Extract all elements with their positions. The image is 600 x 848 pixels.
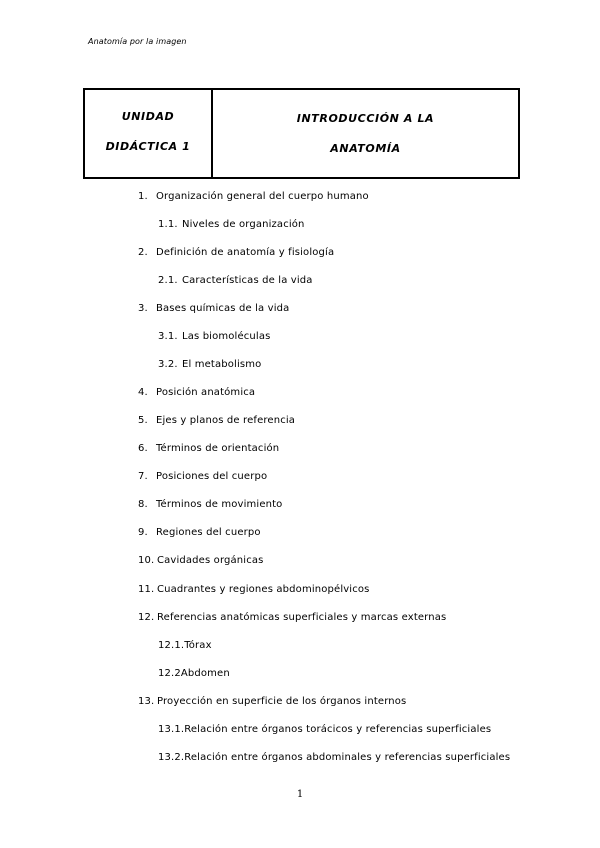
toc-item-number: 12.1. (158, 640, 185, 651)
toc-item-number: 10. (138, 555, 155, 566)
toc-item-text: Términos de orientación (156, 443, 280, 454)
toc-item-number: 1. (138, 191, 148, 202)
toc-item-number: 11. (138, 584, 155, 595)
toc-subitem (158, 640, 212, 651)
toc-subitem (158, 275, 313, 286)
toc-item-text: El metabolismo (182, 359, 262, 370)
running-header: Anatomía por la imagen (88, 37, 187, 46)
toc-item-text: Posición anatómica (156, 387, 256, 398)
toc-item-text: Las biomoléculas (182, 331, 271, 342)
toc-item-text: Ejes y planos de referencia (156, 415, 296, 426)
toc-item (138, 471, 267, 482)
toc-subitem (158, 668, 230, 679)
toc-item-text: Cuadrantes y regiones abdominopélvicos (157, 584, 370, 595)
toc-item (138, 191, 369, 202)
toc-item (138, 696, 406, 707)
unit-title-line2: ANATOMÍA (330, 142, 401, 155)
unit-title-line1: INTRODUCCIÓN A LA (296, 112, 435, 125)
toc-item-number: 2.1. (158, 275, 178, 286)
toc-item-text: Términos de movimiento (156, 499, 283, 510)
toc-item-number: 2. (138, 247, 148, 258)
toc-item-text: Definición de anatomía y fisiología (156, 247, 335, 258)
toc-item-text: Cavidades orgánicas (157, 555, 264, 566)
toc-item-number: 13. (138, 696, 155, 707)
toc-subitem (158, 219, 305, 230)
toc-item (138, 415, 295, 426)
toc-item-text: Organización general del cuerpo humano (156, 191, 369, 202)
toc-item-number: 13.2. (158, 752, 185, 763)
toc-item-number: 8. (138, 499, 148, 510)
toc-item-text: Bases químicas de la vida (156, 303, 290, 314)
toc-item-number: 3.2. (158, 359, 178, 370)
toc-item-text: Posiciones del cuerpo (156, 471, 268, 482)
toc-item-number: 12.2 (158, 668, 181, 679)
toc-item-text: Características de la vida (182, 275, 313, 286)
unit-label-line1: UNIDAD (121, 110, 175, 123)
toc-item (138, 303, 289, 314)
toc-item-number: 5. (138, 415, 148, 426)
toc-item (138, 555, 264, 566)
page-number: 1 (296, 789, 304, 800)
toc-item-number: 4. (138, 387, 148, 398)
toc-item (138, 584, 370, 595)
toc-item-text: Referencias anatómicas superficiales y marcas externas (157, 612, 447, 623)
toc-item-number: 3.1. (158, 331, 178, 342)
toc-item-text: Niveles de organización (182, 219, 305, 230)
unit-label-line2: DIDÁCTICA 1 (105, 140, 191, 153)
toc-item-number: 12. (138, 612, 155, 623)
toc-item-text: Regiones del cuerpo (156, 527, 261, 538)
toc-item-text: Proyección en superficie de los órganos internos (157, 696, 407, 707)
toc-item (138, 443, 279, 454)
toc-item-text: Tórax (184, 640, 212, 651)
toc-item (138, 499, 282, 510)
toc-item (138, 527, 261, 538)
toc-item-number: 7. (138, 471, 148, 482)
toc-item-number: 13.1. (158, 724, 185, 735)
toc-item-number: 3. (138, 303, 148, 314)
toc-item-text: Abdomen (180, 668, 230, 679)
toc-item-number: 6. (138, 443, 148, 454)
toc-item (138, 387, 255, 398)
toc-item-number: 9. (138, 527, 148, 538)
toc-item (138, 612, 446, 623)
toc-item-number: 1.1. (158, 219, 178, 230)
toc-subitem (158, 724, 491, 735)
toc-subitem (158, 752, 510, 763)
toc-subitem (158, 359, 261, 370)
toc-item-text: Relación entre órganos abdominales y referencias superficiales (184, 752, 511, 763)
toc-subitem (158, 331, 270, 342)
toc-item-text: Relación entre órganos torácicos y referencias superficiales (184, 724, 492, 735)
toc-item (138, 247, 334, 258)
